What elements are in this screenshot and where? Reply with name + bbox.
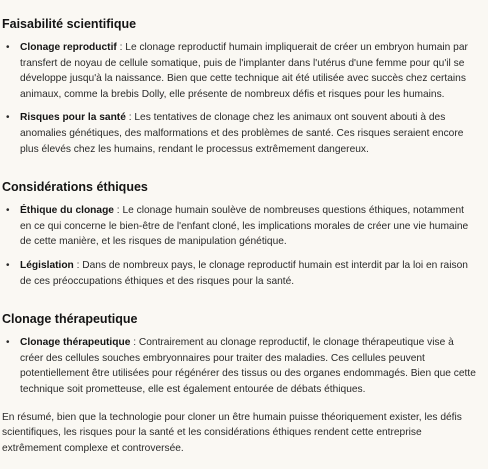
list-item [2, 258, 478, 289]
item-text: : Contrairement au clonage reproductif, le clonage thérapeutique vise à créer des cellules souches embryonnaires pour traiter des maladies. Ces cellules peuvent potentiellement être utilisées pour régénérer des tissus ou des organes endommagés. Bien que cette technique soit prometteuse, elle est également entourée de débats éthiques. [20, 337, 476, 395]
bullet-icon: • [6, 42, 10, 53]
item-term: Clonage thérapeutique [20, 337, 131, 349]
bullet-icon: • [6, 205, 10, 217]
bullet-list-therapeutique [2, 335, 478, 397]
item-term: Risques pour la santé [20, 112, 126, 124]
conclusion-paragraph: En résumé, bien que la technologie pour cloner un être humain puisse théoriquement exister, les défis scientifiques, les risques pour la santé et les considérations éthiques rendent cette entreprise extrêmement complexe et controversée. [2, 411, 462, 454]
list-item [2, 110, 478, 157]
item-text: : Dans de nombreux pays, le clonage reproductif humain est interdit par la loi en raison de ces préoccupations éthiques et des risques pour la santé. [20, 259, 468, 287]
bullet-icon: • [6, 112, 10, 124]
section-title-therapeutique: Clonage thérapeutique [2, 312, 138, 327]
list-item [2, 40, 478, 102]
bullet-list-faisabilite [2, 40, 478, 157]
item-term: Éthique du clonage [20, 205, 114, 217]
item-text: : Le clonage reproductif humain impliquerait de créer un embryon humain par transfert de noyau de cellule somatique, puis de l'implanter dans l'utérus d'une femme pour qu'il se développe jusqu'à la naissance. Bien que cette technique ait été utilisée avec succès chez certains animaux, comme la brebis Dolly, elle présente de nombreux défis et risques pour les humains. [20, 42, 468, 100]
bullet-icon: • [6, 259, 10, 271]
item-term: Législation [20, 259, 74, 271]
item-term: Clonage reproductif [20, 42, 117, 53]
bullet-icon: • [6, 337, 10, 349]
item-text: : Les tentatives de clonage chez les animaux ont souvent abouti à des anomalies génétiques, des malformations et des problèmes de santé. Ces risques seraient encore plus élevés chez les humains, rendant le processus extrêmement dangereux. [20, 112, 464, 155]
bullet-list-ethique [2, 203, 478, 289]
list-item [2, 203, 478, 250]
item-text: : Le clonage humain soulève de nombreuses questions éthiques, notamment en ce qui concerne le bien-être de l'enfant cloné, les implications morales de créer une vie humaine de cette manière, et les risques de manipulation génétique. [20, 205, 469, 248]
section-title-faisabilite: Faisabilité scientifique [2, 17, 137, 31]
section-title-ethique: Considérations éthiques [2, 180, 148, 195]
list-item [2, 335, 478, 397]
